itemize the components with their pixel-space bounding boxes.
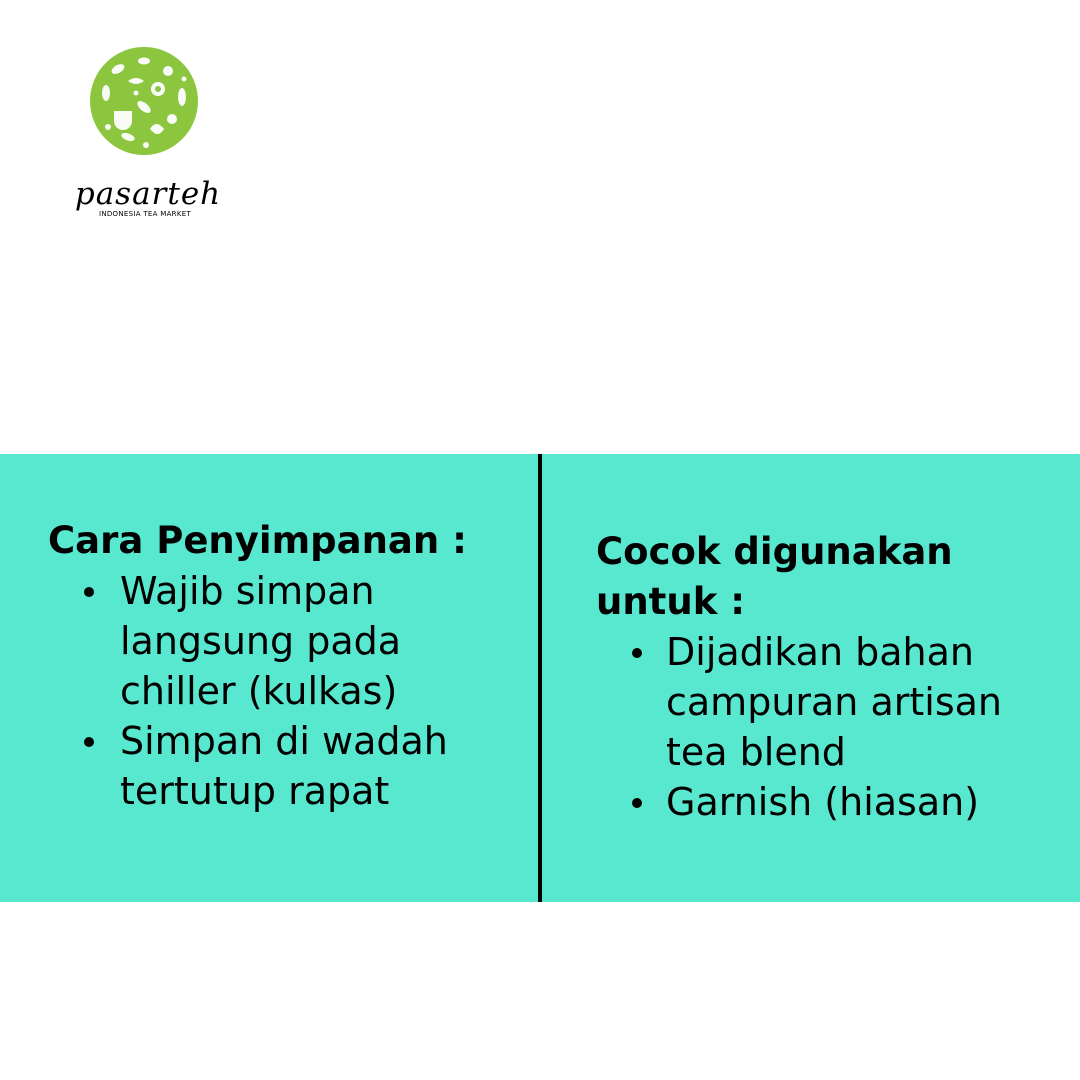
usage-section <box>596 527 1046 827</box>
storage-section <box>48 516 518 816</box>
usage-heading-line: untuk : <box>596 580 745 623</box>
list-item-text: tertutup rapat <box>120 769 390 813</box>
list-item <box>596 777 1046 827</box>
list-item-text: Wajib simpan <box>120 569 375 613</box>
usage-heading-line: Cocok digunakan <box>596 530 953 573</box>
list-item-text: Dijadikan bahan <box>666 630 974 674</box>
list-item-text: langsung pada <box>120 619 402 663</box>
list-item <box>48 566 518 716</box>
list-item-text: Simpan di wadah <box>120 719 448 763</box>
bullet-icon <box>84 737 94 747</box>
brand-logo <box>60 40 230 230</box>
list-item-text: Garnish (hiasan) <box>666 780 980 824</box>
brand-name: pasarteh <box>74 176 222 212</box>
storage-list <box>48 566 518 816</box>
list-item-text: tea blend <box>666 730 846 774</box>
storage-heading: Cara Penyimpanan : <box>48 519 467 562</box>
list-item <box>596 627 1046 777</box>
list-item-text: chiller (kulkas) <box>120 669 398 713</box>
bullet-icon <box>632 798 642 808</box>
usage-heading <box>596 527 1046 627</box>
usage-list <box>596 627 1046 827</box>
list-item-text: campuran artisan <box>666 680 1003 724</box>
brand-tagline: INDONESIA TEA MARKET <box>98 210 192 218</box>
tea-leaf-circle-logo-icon <box>88 45 200 157</box>
bullet-icon <box>632 648 642 658</box>
list-item <box>48 716 518 816</box>
bullet-icon <box>84 587 94 597</box>
column-divider <box>538 454 542 902</box>
